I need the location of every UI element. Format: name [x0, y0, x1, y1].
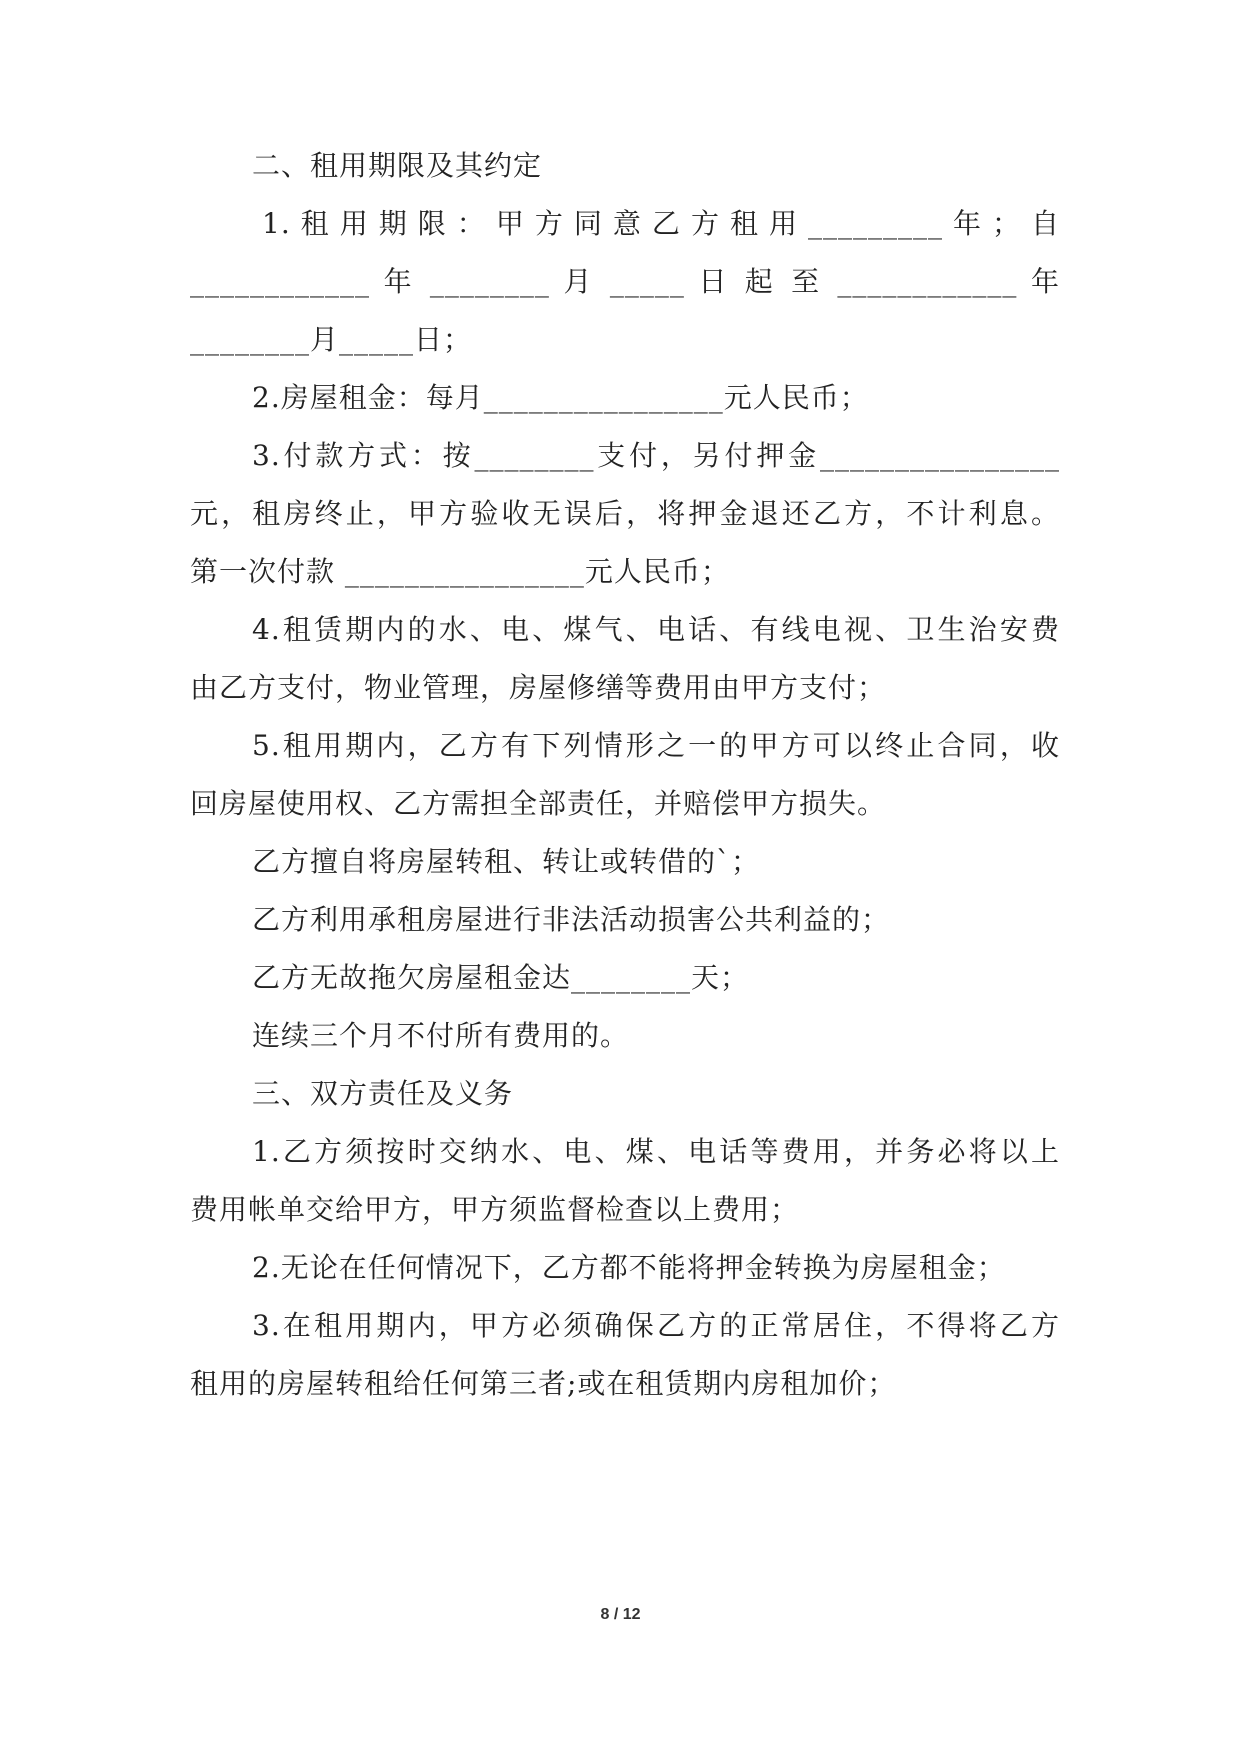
paragraph-line: 1. 租 用 期 限 ： 甲 方 同 意 乙 方 租 用 _________ 年 ； 自 [262, 207, 1060, 240]
paragraph-line: 5.租用期内，乙方有下列情形之一的甲方可以终止合同，收 [252, 729, 1060, 762]
paragraph-line: 回房屋使用权、乙方需担全部责任，并赔偿甲方损失。 [190, 787, 887, 820]
paragraph-line: 乙方无故拖欠房屋租金达________天； [252, 961, 750, 994]
section-heading-3: 三、双方责任及义务 [252, 1077, 514, 1110]
paragraph-line: 由乙方支付，物业管理，房屋修缮等费用由甲方支付； [190, 671, 887, 704]
paragraph-line: 4.租赁期内的水、电、煤气、电话、有线电视、卫生治安费 [252, 613, 1060, 646]
paragraph-line: 第一次付款 ________________元人民币； [190, 555, 730, 588]
section-heading-2: 二、租用期限及其约定 [252, 149, 543, 182]
paragraph-line: 连续三个月不付所有费用的。 [252, 1019, 630, 1052]
paragraph-line: 费用帐单交给甲方，甲方须监督检查以上费用； [190, 1193, 800, 1226]
paragraph-line: 租用的房屋转租给任何第三者;或在租赁期内房租加价； [190, 1367, 897, 1400]
paragraph-line: 元，租房终止，甲方验收无误后，将押金退还乙方，不计利息。 [190, 497, 1060, 530]
paragraph-line: 1.乙方须按时交纳水、电、煤、电话等费用，并务必将以上 [252, 1135, 1060, 1168]
paragraph-line: ________月_____日； [190, 323, 473, 356]
paragraph-line: 3.在租用期内，甲方必须确保乙方的正常居住，不得将乙方 [252, 1309, 1060, 1342]
paragraph-line: 2.房屋租金：每月________________元人民币； [252, 381, 869, 414]
paragraph-line: ____________ 年 ________ 月 _____ 日 起 至 ____________ 年 [190, 265, 1060, 298]
page-number: 8 / 12 [600, 1606, 641, 1623]
paragraph-line: 乙方利用承租房屋进行非法活动损害公共利益的； [252, 903, 891, 936]
paragraph-line: 3.付款方式：按________支付，另付押金________________ [252, 439, 1060, 472]
paragraph-line: 乙方擅自将房屋转租、转让或转借的`； [252, 845, 761, 878]
paragraph-line: 2.无论在任何情况下，乙方都不能将押金转换为房屋租金； [252, 1251, 1006, 1284]
